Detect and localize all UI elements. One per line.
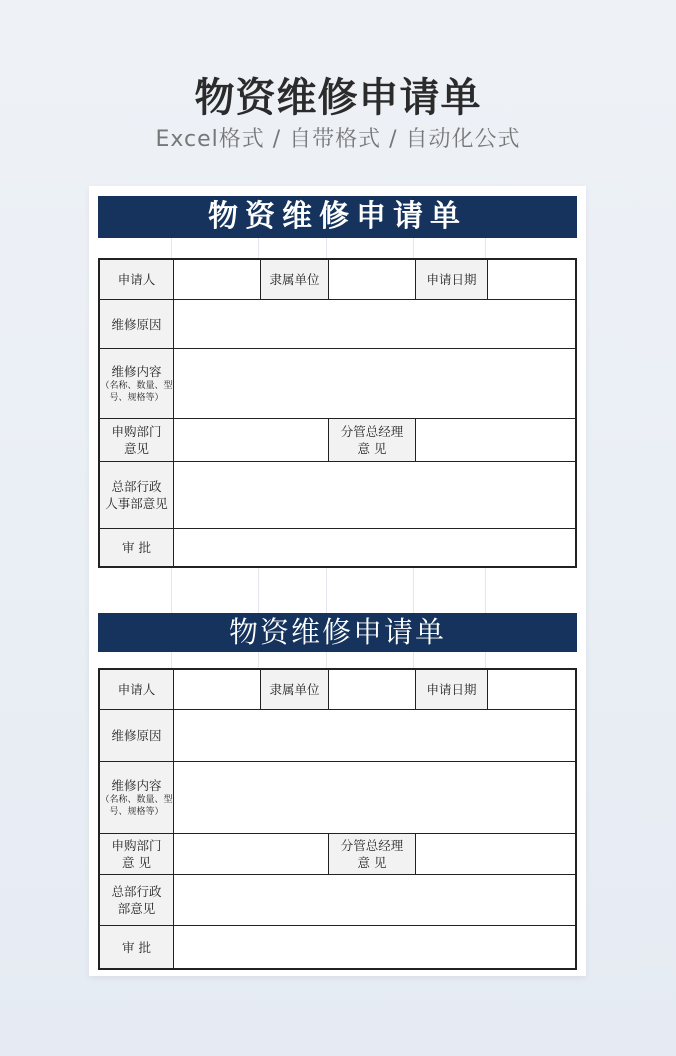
gm-label <box>329 419 416 461</box>
page-title: 物资维修申请单 <box>194 75 482 121</box>
unit-label: 隶属单位 <box>261 670 329 709</box>
admin-label <box>100 875 174 925</box>
form-title: 物资维修申请单 <box>208 199 467 234</box>
grid-line <box>485 652 486 668</box>
approve-field[interactable] <box>174 926 575 968</box>
gm-field[interactable] <box>416 834 575 874</box>
purchase-dept-label <box>100 834 174 874</box>
grid-line <box>413 568 414 613</box>
form-row <box>100 762 575 834</box>
gm-label <box>329 834 416 874</box>
grid-line <box>485 238 486 258</box>
grid-line <box>171 652 172 668</box>
content-field[interactable] <box>174 762 575 833</box>
admin-field[interactable] <box>174 462 575 528</box>
applicant-label: 申请人 <box>100 670 174 709</box>
content-label-note: （名称、数量、型号、规格等） <box>100 381 173 403</box>
gm-label-text: 分管总经理 <box>340 424 404 439</box>
form-row <box>100 419 575 462</box>
purchase-dept-field[interactable] <box>174 419 329 461</box>
admin-label-text2: 部意见 <box>117 901 156 916</box>
form-row <box>100 834 575 875</box>
grid-line <box>258 568 259 613</box>
applicant-field[interactable] <box>174 260 261 299</box>
form-row <box>100 875 575 926</box>
approve-field[interactable] <box>174 529 575 566</box>
content-label-text: 维修内容 <box>111 778 162 793</box>
content-label <box>100 349 174 418</box>
applicant-field[interactable] <box>174 670 261 709</box>
gm-label-text2: 意 见 <box>357 441 387 456</box>
form-title-bar <box>98 196 577 238</box>
approve-label: 审 批 <box>100 529 174 566</box>
grid-line <box>413 652 414 668</box>
purchase-dept-label-text: 申购部门 <box>111 838 162 853</box>
applicant-label: 申请人 <box>100 260 174 299</box>
page-subtitle: Excel格式 / 自带格式 / 自动化公式 <box>155 127 521 152</box>
form-title-bar <box>98 613 577 652</box>
grid-line <box>485 568 486 613</box>
reason-field[interactable] <box>174 300 575 348</box>
admin-label-text: 总部行政 <box>111 884 162 899</box>
grid-line <box>413 238 414 258</box>
form-row <box>100 349 575 419</box>
repair-request-form <box>98 668 577 970</box>
content-field[interactable] <box>174 349 575 418</box>
form-row <box>100 462 575 529</box>
grid-line <box>326 238 327 258</box>
form-row <box>100 710 575 762</box>
unit-label: 隶属单位 <box>261 260 329 299</box>
grid-line <box>326 568 327 613</box>
gm-field[interactable] <box>416 419 575 461</box>
form-row <box>100 926 575 968</box>
grid-line <box>171 568 172 613</box>
purchase-dept-field[interactable] <box>174 834 329 874</box>
reason-label: 维修原因 <box>100 710 174 761</box>
date-label: 申请日期 <box>416 670 488 709</box>
gm-label-text2: 意 见 <box>357 855 387 870</box>
grid-line <box>258 652 259 668</box>
approve-label: 审 批 <box>100 926 174 968</box>
date-field[interactable] <box>488 670 575 709</box>
grid-line <box>258 238 259 258</box>
content-label-note: （名称、数量、型号、规格等） <box>100 795 173 817</box>
form-row <box>100 300 575 349</box>
admin-field[interactable] <box>174 875 575 925</box>
form-row <box>100 529 575 566</box>
unit-field[interactable] <box>329 260 416 299</box>
content-label-text: 维修内容 <box>111 364 162 379</box>
purchase-dept-label: 申购部门 意见 <box>100 419 174 461</box>
reason-label: 维修原因 <box>100 300 174 348</box>
form-row <box>100 260 575 300</box>
reason-field[interactable] <box>174 710 575 761</box>
purchase-dept-label-text2: 意 见 <box>122 855 151 870</box>
content-label <box>100 762 174 833</box>
form-row <box>100 670 575 710</box>
admin-label: 总部行政 人事部意见 <box>100 462 174 528</box>
unit-field[interactable] <box>329 670 416 709</box>
date-field[interactable] <box>488 260 575 299</box>
grid-line <box>171 238 172 258</box>
gm-label-text: 分管总经理 <box>340 838 404 853</box>
form-title: 物资维修申请单 <box>228 615 446 649</box>
repair-request-form <box>98 258 577 568</box>
date-label: 申请日期 <box>416 260 488 299</box>
grid-line <box>326 652 327 668</box>
